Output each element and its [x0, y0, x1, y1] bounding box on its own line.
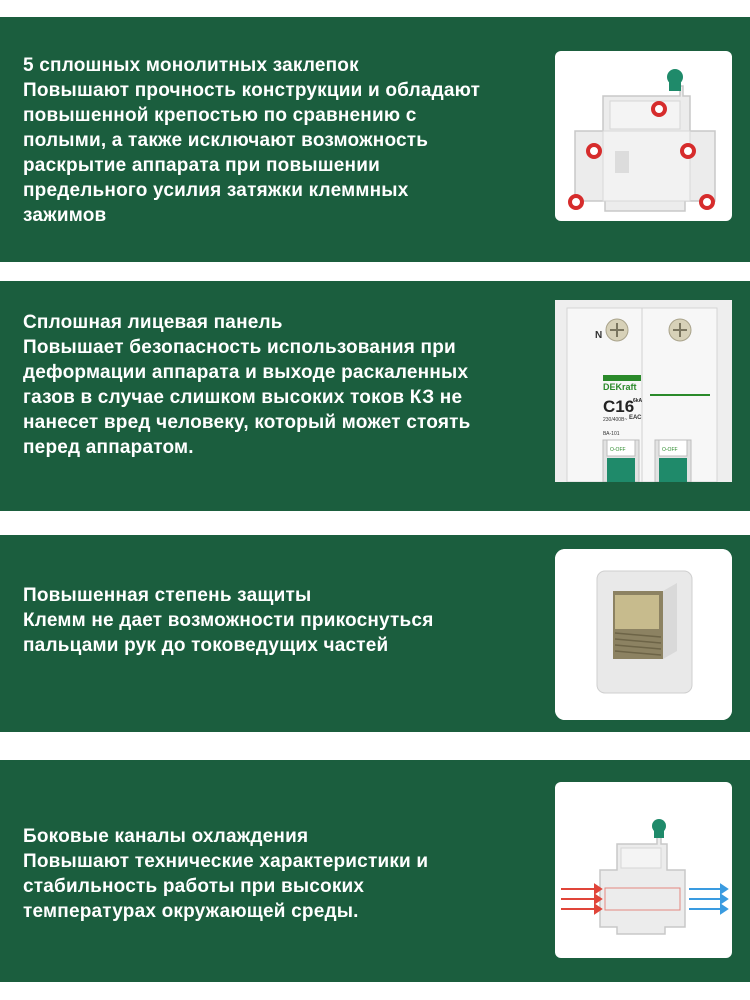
brand-label: DEKraft — [603, 382, 637, 392]
feature-section-rivets — [0, 17, 750, 262]
spec-label: 230/400B~ — [603, 417, 628, 423]
feature-line: нанесет вред человеку, который может стоять — [23, 412, 471, 433]
feature-line: Клемм не дает возможности прикоснуться — [23, 610, 434, 631]
breaker-front-panel-icon — [555, 300, 732, 482]
feature-title: 5 сплошных монолитных заклепок — [23, 55, 359, 76]
current-mark: 6kA — [633, 398, 643, 404]
feature-line: температурах окружающей среды. — [23, 901, 359, 922]
feature-section-front-panel — [0, 281, 750, 511]
feature-line: Повышает безопасность использования при — [23, 337, 456, 358]
feature-line: газов в случае слишком высоких токов КЗ не — [23, 387, 463, 408]
feature-line: зажимов — [23, 205, 107, 226]
feature-line: повышенной крепостью по сравнению с — [23, 105, 417, 126]
feature-section-protection — [0, 535, 750, 732]
terminal-closeup-icon — [555, 549, 732, 720]
feature-line: пальцами рук до токоведущих частей — [23, 635, 389, 656]
pole-mark: N — [595, 330, 603, 341]
feature-title: Сплошная лицевая панель — [23, 312, 283, 333]
feature-text — [23, 310, 533, 460]
lever-text: O-OFF — [610, 447, 626, 453]
feature-line: деформации аппарата и выходе раскаленных — [23, 362, 469, 383]
feature-line: стабильность работы при высоких — [23, 876, 365, 897]
feature-line: раскрытие аппарата при повышении — [23, 155, 380, 176]
feature-section-cooling — [0, 760, 750, 982]
feature-line: предельного усилия затяжки клеммных — [23, 180, 409, 201]
feature-line: Повышают прочность конструкции и обладают — [23, 80, 481, 101]
feature-text — [23, 53, 533, 228]
rating-label: C16 — [603, 397, 635, 416]
feature-text — [23, 583, 533, 658]
lever-text: O-OFF — [662, 447, 678, 453]
cooling-channels-icon — [555, 782, 732, 958]
feature-title: Боковые каналы охлаждения — [23, 826, 309, 847]
breaker-rivets-icon — [555, 51, 732, 221]
feature-line: полыми, а также исключают возможность — [23, 130, 429, 151]
cert-mark: ЕАС — [629, 415, 642, 421]
model-label: ВА-101 — [603, 431, 620, 437]
feature-title: Повышенная степень защиты — [23, 585, 312, 606]
feature-line: перед аппаратом. — [23, 437, 194, 458]
feature-text — [23, 824, 533, 924]
feature-line: Повышают технические характеристики и — [23, 851, 429, 872]
